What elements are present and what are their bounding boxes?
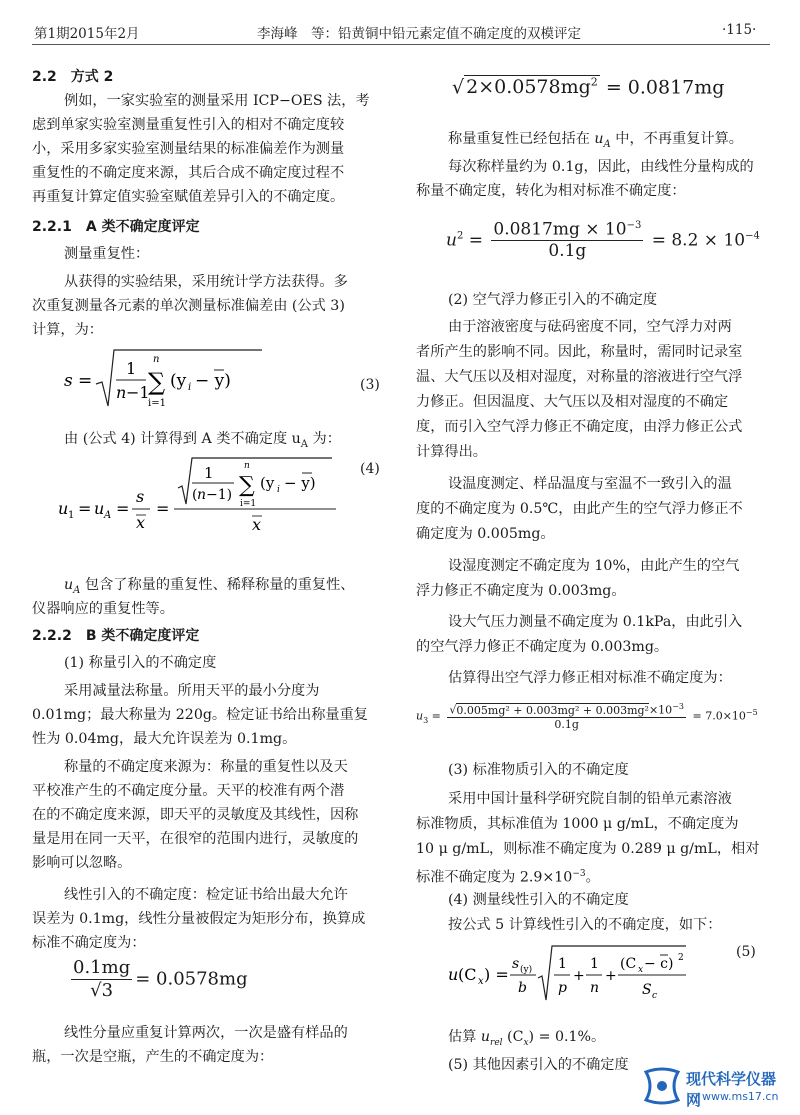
svg-text:+: +: [605, 968, 617, 984]
page-number: ·115·: [722, 22, 757, 38]
header-rule: [32, 44, 770, 45]
svg-text:=: =: [116, 499, 130, 518]
watermark-title: 现代科学仪器网: [686, 1070, 777, 1109]
paragraph-line: 标准不确定度为：: [32, 935, 146, 951]
equation-linearity: $\frac{0.1mg}{√3}$ = 0.0578mg: [73, 957, 248, 1001]
paragraph-line: 仪器响应的重复性等。: [32, 601, 174, 617]
subsection-heading: 2.2.2 B 类不确定度评定: [32, 628, 200, 644]
svg-text:=: =: [78, 371, 93, 391]
svg-text:p: p: [558, 980, 567, 996]
paragraph-line: 0.01mg；最大称量为 220g。检定证书给出称量重复: [32, 707, 368, 723]
paragraph-line: 力修正。但因温度、大气压以及相对湿度的不确定: [416, 394, 729, 410]
svg-text:(C: (C: [620, 956, 637, 972]
paragraph-line: 计算得出。: [416, 444, 487, 460]
paragraph-line: 设湿度测定不确定度为 10%，由此产生的空气: [448, 558, 740, 574]
paragraph-line: 称量重复性已经包括在 $u_A$ 中，不再重复计算。: [448, 131, 743, 150]
paragraph-line: 浮力修正不确定度为 0.003mg。: [416, 583, 626, 599]
paragraph-line: 采用减量法称量。所用天平的最小分度为: [64, 683, 320, 699]
svg-text:(y): (y): [520, 965, 533, 975]
subsection-label: (2) 空气浮力修正引入的不确定度: [448, 292, 658, 308]
equation-number: (5): [736, 944, 756, 960]
paragraph-line: $u_A$ 包含了称量的重复性、稀释称量的重复性、: [64, 577, 355, 596]
watermark-url: www.ms17.cn: [702, 1090, 779, 1103]
paragraph-line: 由于溶液密度与砝码密度不同，空气浮力对两: [448, 319, 732, 335]
paragraph-line: 者所产生的影响不同。因此，称量时，需同时记录室: [416, 344, 743, 360]
svg-text:u: u: [58, 499, 69, 518]
svg-text:) =: ) =: [484, 965, 509, 984]
paragraph-line: (1) 称量引入的不确定度: [64, 655, 217, 671]
paragraph-line: 标准不确定度为 $2.9\times 10^{-3}$。: [416, 869, 600, 886]
subsection-label: (5) 其他因素引入的不确定度: [448, 1057, 629, 1073]
svg-text:=: =: [78, 499, 92, 518]
svg-text:s: s: [64, 371, 73, 391]
paragraph-line: 每次称样量约为 0.1g，因此，由线性分量构成的: [448, 159, 754, 175]
watermark-logo-icon: [640, 1064, 684, 1108]
svg-text:x: x: [136, 513, 146, 532]
svg-text:−1): −1): [206, 487, 233, 503]
paragraph-line: 由 (公式 4) 计算得到 A 类不确定度 $u_A$ 为：: [64, 431, 341, 450]
paragraph-line: 计算，为：: [32, 322, 103, 338]
paragraph-line: 性为 0.04mg，最大允许误差为 0.1mg。: [32, 731, 297, 747]
paragraph-line: 10 μ g/mL，则标准不确定度为 0.289 μ g/mL，相对: [416, 841, 760, 857]
svg-text:=: =: [156, 499, 170, 518]
paragraph-line: 估算得出空气浮力修正相对标准不确定度为：: [448, 670, 732, 686]
svg-text:s: s: [136, 487, 145, 506]
paragraph-line: 线性分量应重复计算两次，一次是盛有样品的: [64, 1025, 348, 1041]
paragraph-line: 称量的不确定度来源为：称量的重复性以及天: [64, 759, 348, 775]
svg-text:(C: (C: [458, 965, 477, 984]
paragraph-line: 误差为 0.1mg，线性分量被假定为矩形分布，换算成: [32, 911, 366, 927]
site-watermark: [640, 1064, 790, 1108]
svg-text:1: 1: [126, 359, 137, 378]
paragraph-line: 重复性的不确定度来源，其后合成不确定度过程不: [32, 165, 345, 181]
journal-issue: 第1期2015年2月: [34, 26, 140, 42]
paragraph-line: 设温度测定、样品温度与室温不一致引入的温: [448, 476, 732, 492]
subsection-label: (4) 测量线性引入的不确定度: [448, 892, 629, 908]
equation-5: [446, 938, 706, 1018]
paragraph-line: 例如，一家实验室的测量采用 ICP−OES 法，考: [64, 93, 370, 109]
paragraph-line: 从获得的实验结果，采用统计学方法获得。多: [64, 274, 348, 290]
svg-text:i: i: [188, 382, 192, 393]
svg-text:b: b: [518, 980, 527, 996]
svg-text:i=1: i=1: [240, 499, 257, 509]
paragraph-line: 称量不确定度，转化为相对标准不确定度：: [416, 183, 686, 199]
svg-text:1: 1: [204, 464, 214, 482]
paragraph-line: 线性引入的不确定度：检定证书给出最大允许: [64, 887, 348, 903]
paragraph-line: 度的不确定度为 0.5℃，由此产生的空气浮力修正不: [416, 501, 743, 517]
svg-text:1: 1: [558, 956, 567, 972]
equation-u3: $u_3$ = $\frac{√0.005mg^2 + 0.003mg^2 + 0.003mg^2\times 10^{-3}}{0.1g}$ = $7.0\times 10^{-5}$: [416, 702, 758, 732]
paragraph-line: 按公式 5 计算线性引入的不确定度，如下：: [448, 917, 722, 933]
paragraph-line: 的空气浮力修正不确定度为 0.003mg。: [416, 639, 669, 655]
svg-text:n: n: [153, 354, 160, 365]
subsection-label: (3) 标准物质引入的不确定度: [448, 762, 629, 778]
paragraph-line: 再重复计算定值实验室赋值差异引入的不确定度。: [32, 189, 345, 205]
svg-text:(y: (y: [260, 474, 275, 492]
svg-text:n: n: [116, 383, 127, 402]
svg-text:− c): − c): [644, 956, 674, 972]
paragraph-line: 次重复测量各元素的单次测量标准偏差由 (公式 3): [32, 298, 345, 314]
svg-text:x: x: [638, 965, 644, 975]
paragraph-line: 虑到单家实验室测量重复性引入的相对不确定度较: [32, 117, 345, 133]
svg-text:n: n: [197, 487, 207, 503]
svg-text:∑: ∑: [239, 473, 255, 498]
paragraph-line: 测量重复性：: [64, 246, 150, 262]
svg-text:i=1: i=1: [148, 398, 166, 409]
svg-text:n: n: [590, 980, 600, 996]
svg-text:A: A: [104, 510, 112, 521]
svg-text:i: i: [277, 485, 280, 495]
paragraph-line: 小，采用多家实验室测量结果的标准偏差作为测量: [32, 141, 345, 157]
svg-text:−1: −1: [126, 383, 150, 402]
paragraph-line: 标准物质，其标准值为 1000 μ g/mL，不确定度为: [416, 816, 739, 832]
svg-text:S: S: [642, 982, 652, 998]
svg-text:c: c: [652, 991, 658, 1001]
svg-text:n: n: [244, 461, 250, 471]
svg-text:∑: ∑: [148, 368, 166, 396]
svg-text:+: +: [573, 968, 585, 984]
svg-text:u: u: [448, 965, 459, 984]
equation-number: (3): [360, 377, 380, 393]
paragraph-line: 估算 $u_{rel}$ $(C_x) = 0.1\%$。: [448, 1029, 606, 1048]
paragraph-line: 平校准产生的不确定度分量。天平的校准有两个潜: [32, 783, 345, 799]
svg-text:s: s: [512, 956, 520, 972]
equation-3: [62, 346, 282, 409]
subsection-heading: 2.2.1 A 类不确定度评定: [32, 219, 200, 235]
svg-text:− y): − y): [195, 371, 231, 391]
svg-text:1: 1: [68, 510, 75, 521]
svg-text:(: (: [192, 487, 198, 503]
svg-text:x: x: [252, 515, 262, 534]
equation-4-graphic: [56, 452, 346, 552]
paragraph-line: 量是用在同一天平，在很窄的范围内进行，灵敏度的: [32, 831, 359, 847]
paragraph-line: 温、大气压以及相对湿度，对称量的溶液进行空气浮: [416, 369, 743, 385]
equation-u2: $u^2$ = $\frac{0.0817mg \times 10^{-3}}{0.1g}$ = $8.2 \times 10^{-4}$: [446, 219, 760, 262]
section-heading: 2.2 方式 2: [32, 69, 114, 85]
running-title: 李海峰 等：铅黄铜中铅元素定值不确定度的双模评定: [257, 26, 581, 42]
paragraph-line: 在的不确定度来源，即天平的灵敏度及其线性，因称: [32, 807, 359, 823]
paragraph-line: 确定度为 0.005mg。: [416, 526, 555, 542]
paragraph-line: 采用中国计量科学研究院自制的铅单元素溶液: [448, 791, 732, 807]
svg-text:2: 2: [678, 953, 684, 963]
svg-text:− y): − y): [284, 474, 316, 492]
equation-4: [56, 452, 346, 556]
equation-number: (4): [360, 461, 380, 477]
svg-text:(y: (y: [170, 371, 187, 391]
svg-text:x: x: [478, 976, 484, 987]
paragraph-line: 设大气压力测量不确定度为 0.1kPa，由此引入: [448, 614, 743, 630]
equation-5-graphic: [446, 938, 706, 1014]
svg-text:1: 1: [590, 956, 599, 972]
equation-sqrt: √ $2\times 0.0578mg^2 = 0.0817mg$: [452, 76, 725, 99]
paragraph-line: 度，而引入空气浮力修正不确定度，由浮力修正公式: [416, 419, 743, 435]
svg-text:u: u: [94, 499, 105, 518]
paragraph-line: 瓶，一次是空瓶，产生的不确定度为：: [32, 1049, 274, 1065]
paragraph-line: 影响可以忽略。: [32, 855, 132, 871]
equation-3-graphic: [62, 346, 282, 412]
